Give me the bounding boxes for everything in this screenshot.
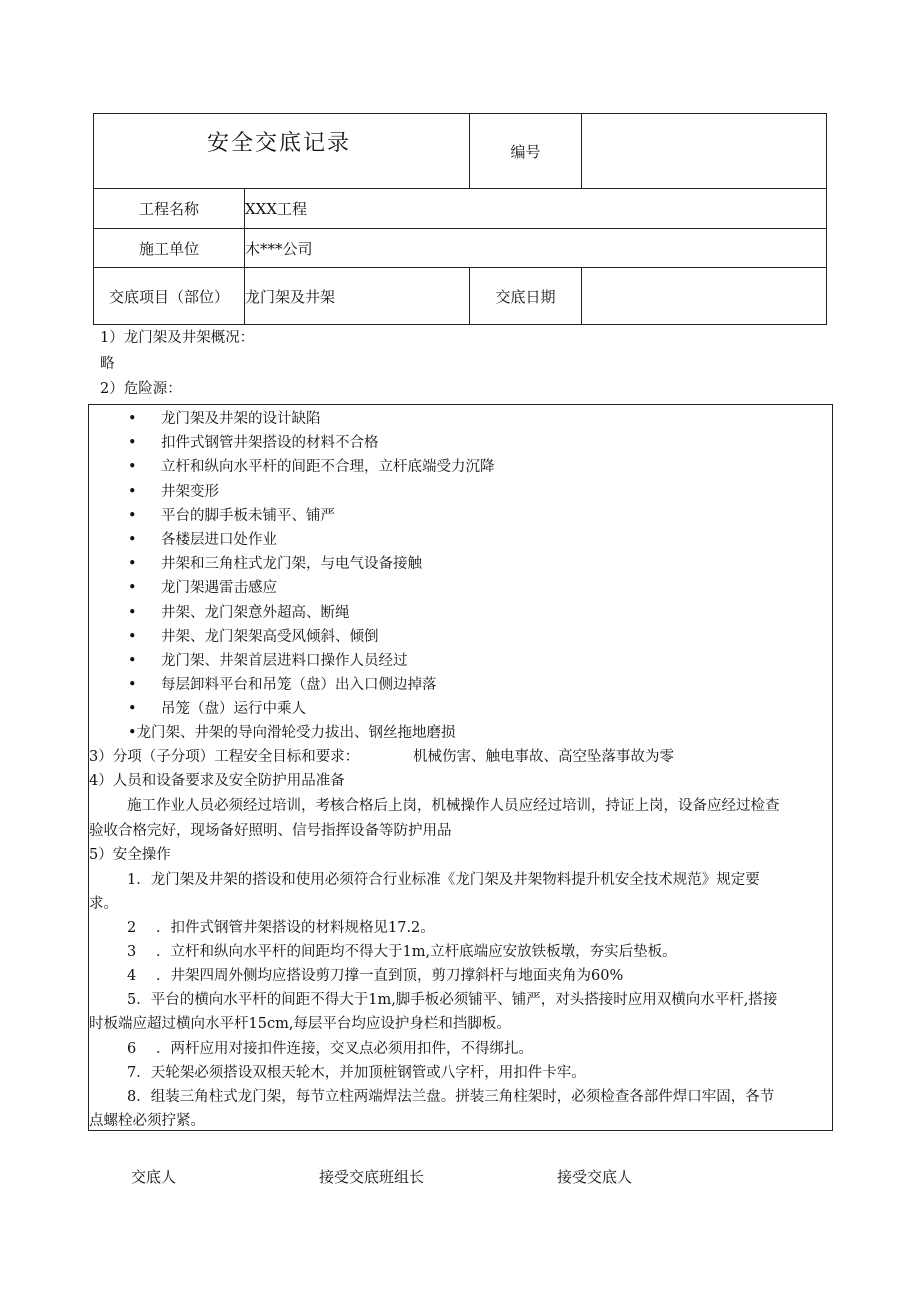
bullet-icon: • bbox=[128, 459, 137, 476]
operation-item-5-cont: 时板端应超过横向水平杆15cm,每层平台均应设护身栏和挡脚板。 bbox=[89, 1016, 511, 1032]
operation-item-6: ．两杆应用对接扣件连接，交叉点必须用扣件，不得绑扎。 bbox=[156, 1041, 533, 1057]
bullet-icon: • bbox=[128, 604, 137, 621]
construction-unit-value: 木***公司 bbox=[245, 239, 313, 258]
operation-item-8-cont: 点螺栓必须拧紧。 bbox=[89, 1113, 205, 1129]
goals-heading: 3）分项（子分项）工程安全目标和要求： bbox=[89, 749, 360, 765]
bullet-icon: • bbox=[128, 580, 137, 597]
page-title: 安全交底记录 bbox=[207, 130, 352, 156]
hazard-last-item: •龙门架、井架的导向滑轮受力拔出、钢丝拖地磨损 bbox=[128, 725, 456, 741]
hazards-heading: 2）危险源： bbox=[100, 381, 182, 397]
operations-heading: 5）安全操作 bbox=[89, 847, 171, 863]
header-table bbox=[93, 113, 827, 325]
hazard-item: 扣件式钢管井架搭设的材料不合格 bbox=[161, 435, 379, 452]
operation-item-1: 1．龙门架及井架的搭设和使用必须符合行业标准《龙门架及井架物料提升机安全技术规范》规定要 bbox=[127, 872, 760, 888]
disclosure-item-label: 交底项目（部位） bbox=[108, 288, 229, 306]
operation-item-8: 8．组装三角柱式龙门架，每节立柱两端焊法兰盘。拼装三角柱架时，必须检查各部件焊口牢固，各节 bbox=[127, 1089, 775, 1105]
operation-item-1-cont: 求。 bbox=[89, 896, 118, 912]
bullet-icon: • bbox=[128, 483, 137, 500]
operation-item-5: 5．平台的横向水平杆的间距不得大于1m,脚手板必须铺平、铺严，对头搭接时应用双横向水平杆,搭接 bbox=[127, 992, 778, 1008]
receiver-label: 接受交底人 bbox=[557, 1168, 633, 1186]
hazard-item: 各楼层进口处作业 bbox=[161, 532, 277, 548]
hazard-item: 龙门架及井架的设计缺陷 bbox=[161, 411, 321, 427]
hazard-item: 立杆和纵向水平杆的间距不合理，立杆底端受力沉降 bbox=[161, 459, 495, 476]
hazard-item: 平台的脚手板未铺平、铺严 bbox=[161, 507, 335, 524]
disclosure-item-value: 龙门架及井架 bbox=[245, 288, 336, 306]
discloser-label: 交底人 bbox=[131, 1168, 177, 1186]
construction-unit-label: 施工单位 bbox=[138, 239, 199, 258]
operation-item-7: 7．天轮架必须搭设双根天轮木，并加顶桩钢管或八字杆，用扣件卡牢。 bbox=[127, 1065, 586, 1081]
personnel-heading: 4）人员和设备要求及安全防护用品准备 bbox=[89, 773, 345, 789]
personnel-text-line: 施工作业人员必须经过培训，考核合格后上岗，机械操作人员应经过培训，持证上岗，设备应经过检查 bbox=[127, 798, 780, 814]
bullet-icon: • bbox=[128, 411, 137, 427]
operation-item-number: 4 bbox=[127, 968, 137, 984]
overview-text: 略 bbox=[100, 356, 115, 372]
operation-item-number: 2 bbox=[127, 920, 137, 936]
number-value bbox=[582, 114, 827, 188]
bullet-icon: • bbox=[128, 435, 137, 452]
hazard-item: 井架和三角柱式龙门架，与电气设备接触 bbox=[161, 556, 422, 573]
operation-item-3: ．立杆和纵向水平杆的间距均不得大于1m,立杆底端应安放铁板墩，夯实后垫板。 bbox=[156, 944, 677, 960]
overview-heading: 1）龙门架及井架概况： bbox=[100, 330, 255, 346]
hazard-item: 每层卸料平台和吊笼（盘）出入口侧边掉落 bbox=[161, 677, 437, 694]
team-leader-label: 接受交底班组长 bbox=[319, 1168, 425, 1186]
bullet-icon: • bbox=[128, 677, 137, 694]
project-name-label: 工程名称 bbox=[138, 200, 199, 218]
project-name-value: XXX工程 bbox=[245, 200, 308, 218]
operation-item-number: 3 bbox=[127, 944, 137, 960]
disclosure-date-value bbox=[582, 268, 827, 325]
bullet-icon: • bbox=[128, 628, 137, 645]
hazard-item: 井架变形 bbox=[161, 483, 219, 500]
disclosure-date-label: 交底日期 bbox=[495, 288, 556, 306]
number-label: 编号 bbox=[510, 142, 541, 161]
hazard-item: 龙门架、井架首层进料口操作人员经过 bbox=[161, 653, 408, 669]
bullet-icon: • bbox=[128, 653, 137, 669]
bullet-icon: • bbox=[128, 556, 137, 573]
personnel-text-line: 验收合格完好，现场备好照明、信号指挥设备等防护用品 bbox=[89, 823, 452, 839]
hazard-item: 龙门架遇雷击感应 bbox=[161, 580, 277, 597]
hazard-item: 井架、龙门架意外超高、断绳 bbox=[161, 604, 350, 621]
goals-text: 机械伤害、触电事故、高空坠落事故为零 bbox=[413, 749, 674, 765]
bullet-icon: • bbox=[128, 532, 137, 548]
operation-item-4: ．井架四周外侧均应搭设剪刀撑一直到顶，剪刀撑斜杆与地面夹角为60% bbox=[156, 968, 624, 984]
hazard-item: 井架、龙门架架高受风倾斜、倾倒 bbox=[161, 628, 379, 645]
bullet-icon: • bbox=[128, 507, 137, 524]
operation-item-number: 6 bbox=[127, 1041, 137, 1057]
operation-item-2: ．扣件式钢管井架搭设的材料规格见17.2。 bbox=[156, 920, 435, 936]
bullet-icon: • bbox=[128, 701, 137, 718]
hazard-item: 吊笼（盘）运行中乘人 bbox=[161, 701, 306, 718]
